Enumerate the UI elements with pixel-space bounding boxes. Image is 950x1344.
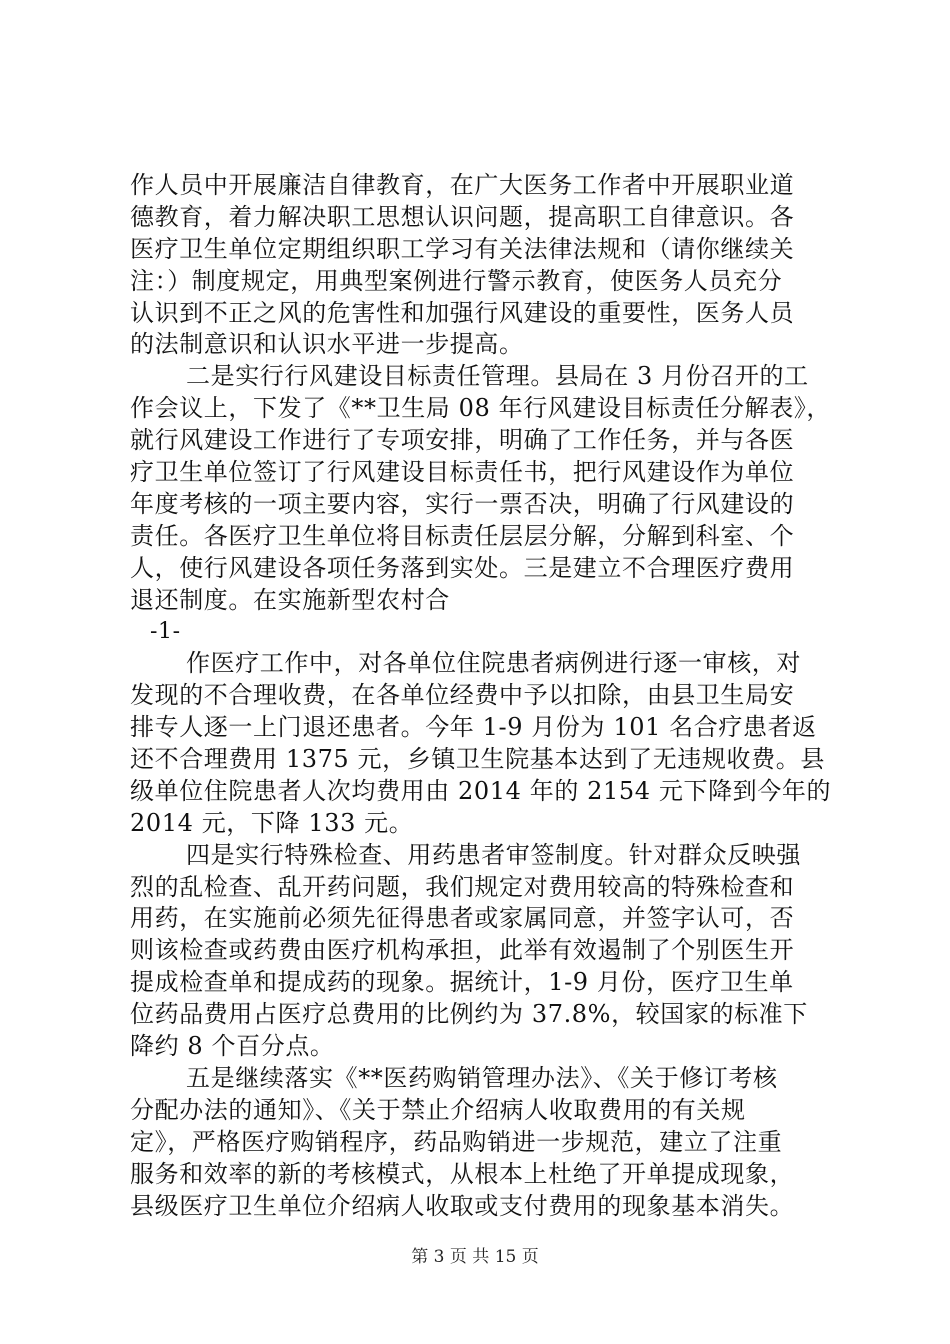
text-line: 医疗卫生单位定期组织职工学习有关法律法规和（请你继续关 (130, 234, 795, 263)
text-line: 疗卫生单位签订了行风建设目标责任书，把行风建设作为单位 (130, 458, 795, 487)
text-line: 就行风建设工作进行了专项安排，明确了工作任务，并与各医 (130, 426, 795, 455)
text-line: 用药，在实施前必须先征得患者或家属同意，并签字认可，否 (130, 904, 795, 933)
text-line: 作医疗工作中，对各单位住院患者病例进行逐一审核，对 (186, 649, 801, 678)
text-line: 二是实行行风建设目标责任管理。县局在 3 月份召开的工 (186, 362, 809, 391)
text-line: 认识到不正之风的危害性和加强行风建设的重要性，医务人员 (130, 298, 795, 327)
text-line: 作会议上，下发了《**卫生局 08 年行风建设目标责任分解表》， (130, 394, 831, 423)
text-line: 责任。各医疗卫生单位将目标责任层层分解，分解到科室、个 (130, 521, 795, 550)
text-line: 发现的不合理收费，在各单位经费中予以扣除，由县卫生局安 (130, 681, 795, 710)
text-line: 2014 元，下降 133 元。 (130, 808, 414, 837)
text-line: 德教育，着力解决职工思想认识问题，提高职工自律意识。各 (130, 202, 795, 231)
text-line: 年度考核的一项主要内容，实行一票否决，明确了行风建设的 (130, 489, 795, 518)
text-line: 则该检查或药费由医疗机构承担，此举有效遏制了个别医生开 (130, 936, 795, 965)
text-line: 提成检查单和提成药的现象。据统计，1-9 月份，医疗卫生单 (130, 968, 794, 997)
text-line: 作人员中开展廉洁自律教育，在广大医务工作者中开展职业道 (130, 171, 795, 199)
text-line: 人，使行风建设各项任务落到实处。三是建立不合理医疗费用 (130, 553, 795, 582)
text-line: 服务和效率的新的考核模式，从根本上杜绝了开单提成现象， (130, 1159, 795, 1188)
text-line: 注：）制度规定，用典型案例进行警示教育，使医务人员充分 (130, 266, 783, 295)
document-body (130, 170, 830, 1222)
page-footer: 第 3 页 共 15 页 (411, 1247, 539, 1267)
text-line: 退还制度。在实施新型农村合 (130, 585, 450, 614)
text-line: 还不合理费用 1375 元，乡镇卫生院基本达到了无违规收费。县 (130, 745, 825, 774)
text-line: 五是继续落实《**医药购销管理办法》、《关于修订考核 (186, 1063, 778, 1092)
text-line: 排专人逐一上门退还患者。今年 1-9 月份为 101 名合疗患者返 (130, 713, 817, 742)
text-line: 位药品费用占医疗总费用的比例约为 37.8%，较国家的标准下 (130, 1000, 808, 1029)
text-line: 定》，严格医疗购销程序，药品购销进一步规范，建立了注重 (130, 1127, 783, 1156)
inline-page-number: -1- (150, 619, 181, 645)
text-line: 分配办法的通知》、《关于禁止介绍病人收取费用的有关规 (130, 1095, 746, 1124)
text-line: 级单位住院患者人次均费用由 2014 年的 2154 元下降到今年的 (130, 776, 832, 805)
text-line: 的法制意识和认识水平进一步提高。 (130, 330, 524, 359)
text-line: 四是实行特殊检查、用药患者审签制度。针对群众反映强 (186, 840, 801, 869)
text-line: 县级医疗卫生单位介绍病人收取或支付费用的现象基本消失。 (130, 1191, 795, 1220)
text-line: 烈的乱检查、乱开药问题，我们规定对费用较高的特殊检查和 (130, 872, 795, 901)
text-line: 降约 8 个百分点。 (130, 1032, 335, 1061)
